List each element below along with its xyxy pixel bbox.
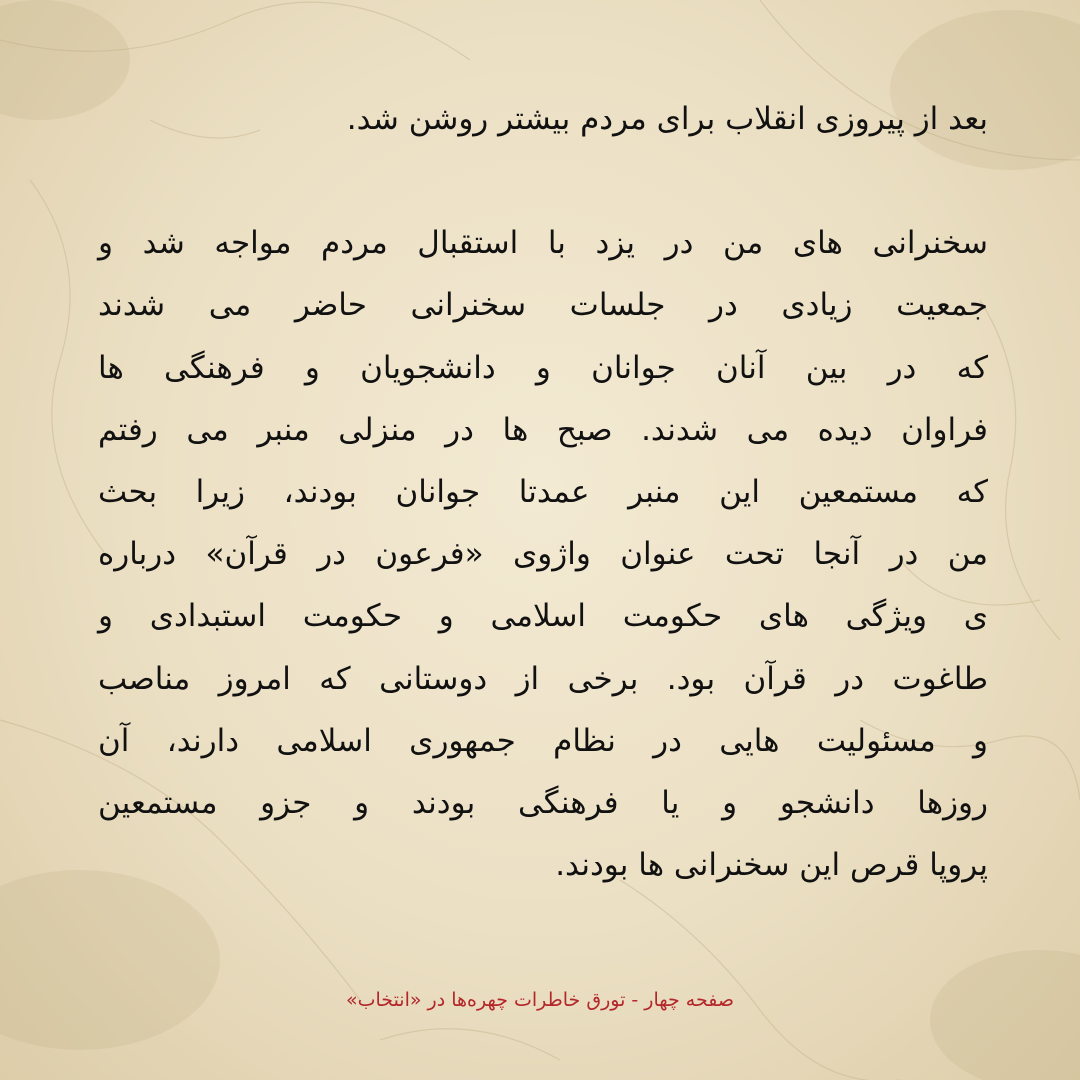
article-body: [98, 88, 988, 896]
text-line: ی ویژگی های حکومت اسلامی و حکومت استبدادی و: [98, 598, 988, 635]
text-line: بعد از پیروزی انقلاب برای مردم بیشتر روشن شد.: [346, 101, 988, 137]
text-line: فراوان دیده می شدند. صبح ها در منزلی منبر می رفتم: [98, 411, 988, 448]
paragraph-1: [98, 88, 988, 150]
paragraph-2: [98, 212, 988, 896]
text-line: پروپا قرص این سخنرانی ها بودند.: [555, 847, 988, 884]
text-line: که در بین آنان جوانان و دانشجویان و فرهنگی ها: [98, 349, 988, 386]
text-line: طاغوت در قرآن بود. برخی از دوستانی که امروز مناصب: [98, 660, 988, 697]
page-footer: صفحه چهار - تورق خاطرات چهره‌ها در «انتخاب»: [346, 989, 734, 1011]
text-line: روزها دانشجو و یا فرهنگی بودند و جزو مستمعین: [98, 785, 988, 822]
text-line: سخنرانی های من در یزد با استقبال مردم مواجه شد و: [98, 225, 988, 262]
text-line: جمعیت زیادی در جلسات سخنرانی حاضر می شدند: [98, 287, 988, 324]
text-line: و مسئولیت هایی در نظام جمهوری اسلامی دارند، آن: [98, 722, 988, 759]
text-line: من در آنجا تحت عنوان واژوی «فرعون در قرآن» درباره: [98, 536, 988, 573]
paragraph-spacer: [98, 150, 988, 212]
text-line: که مستمعین این منبر عمدتا جوانان بودند، زیرا بحث: [98, 474, 988, 511]
